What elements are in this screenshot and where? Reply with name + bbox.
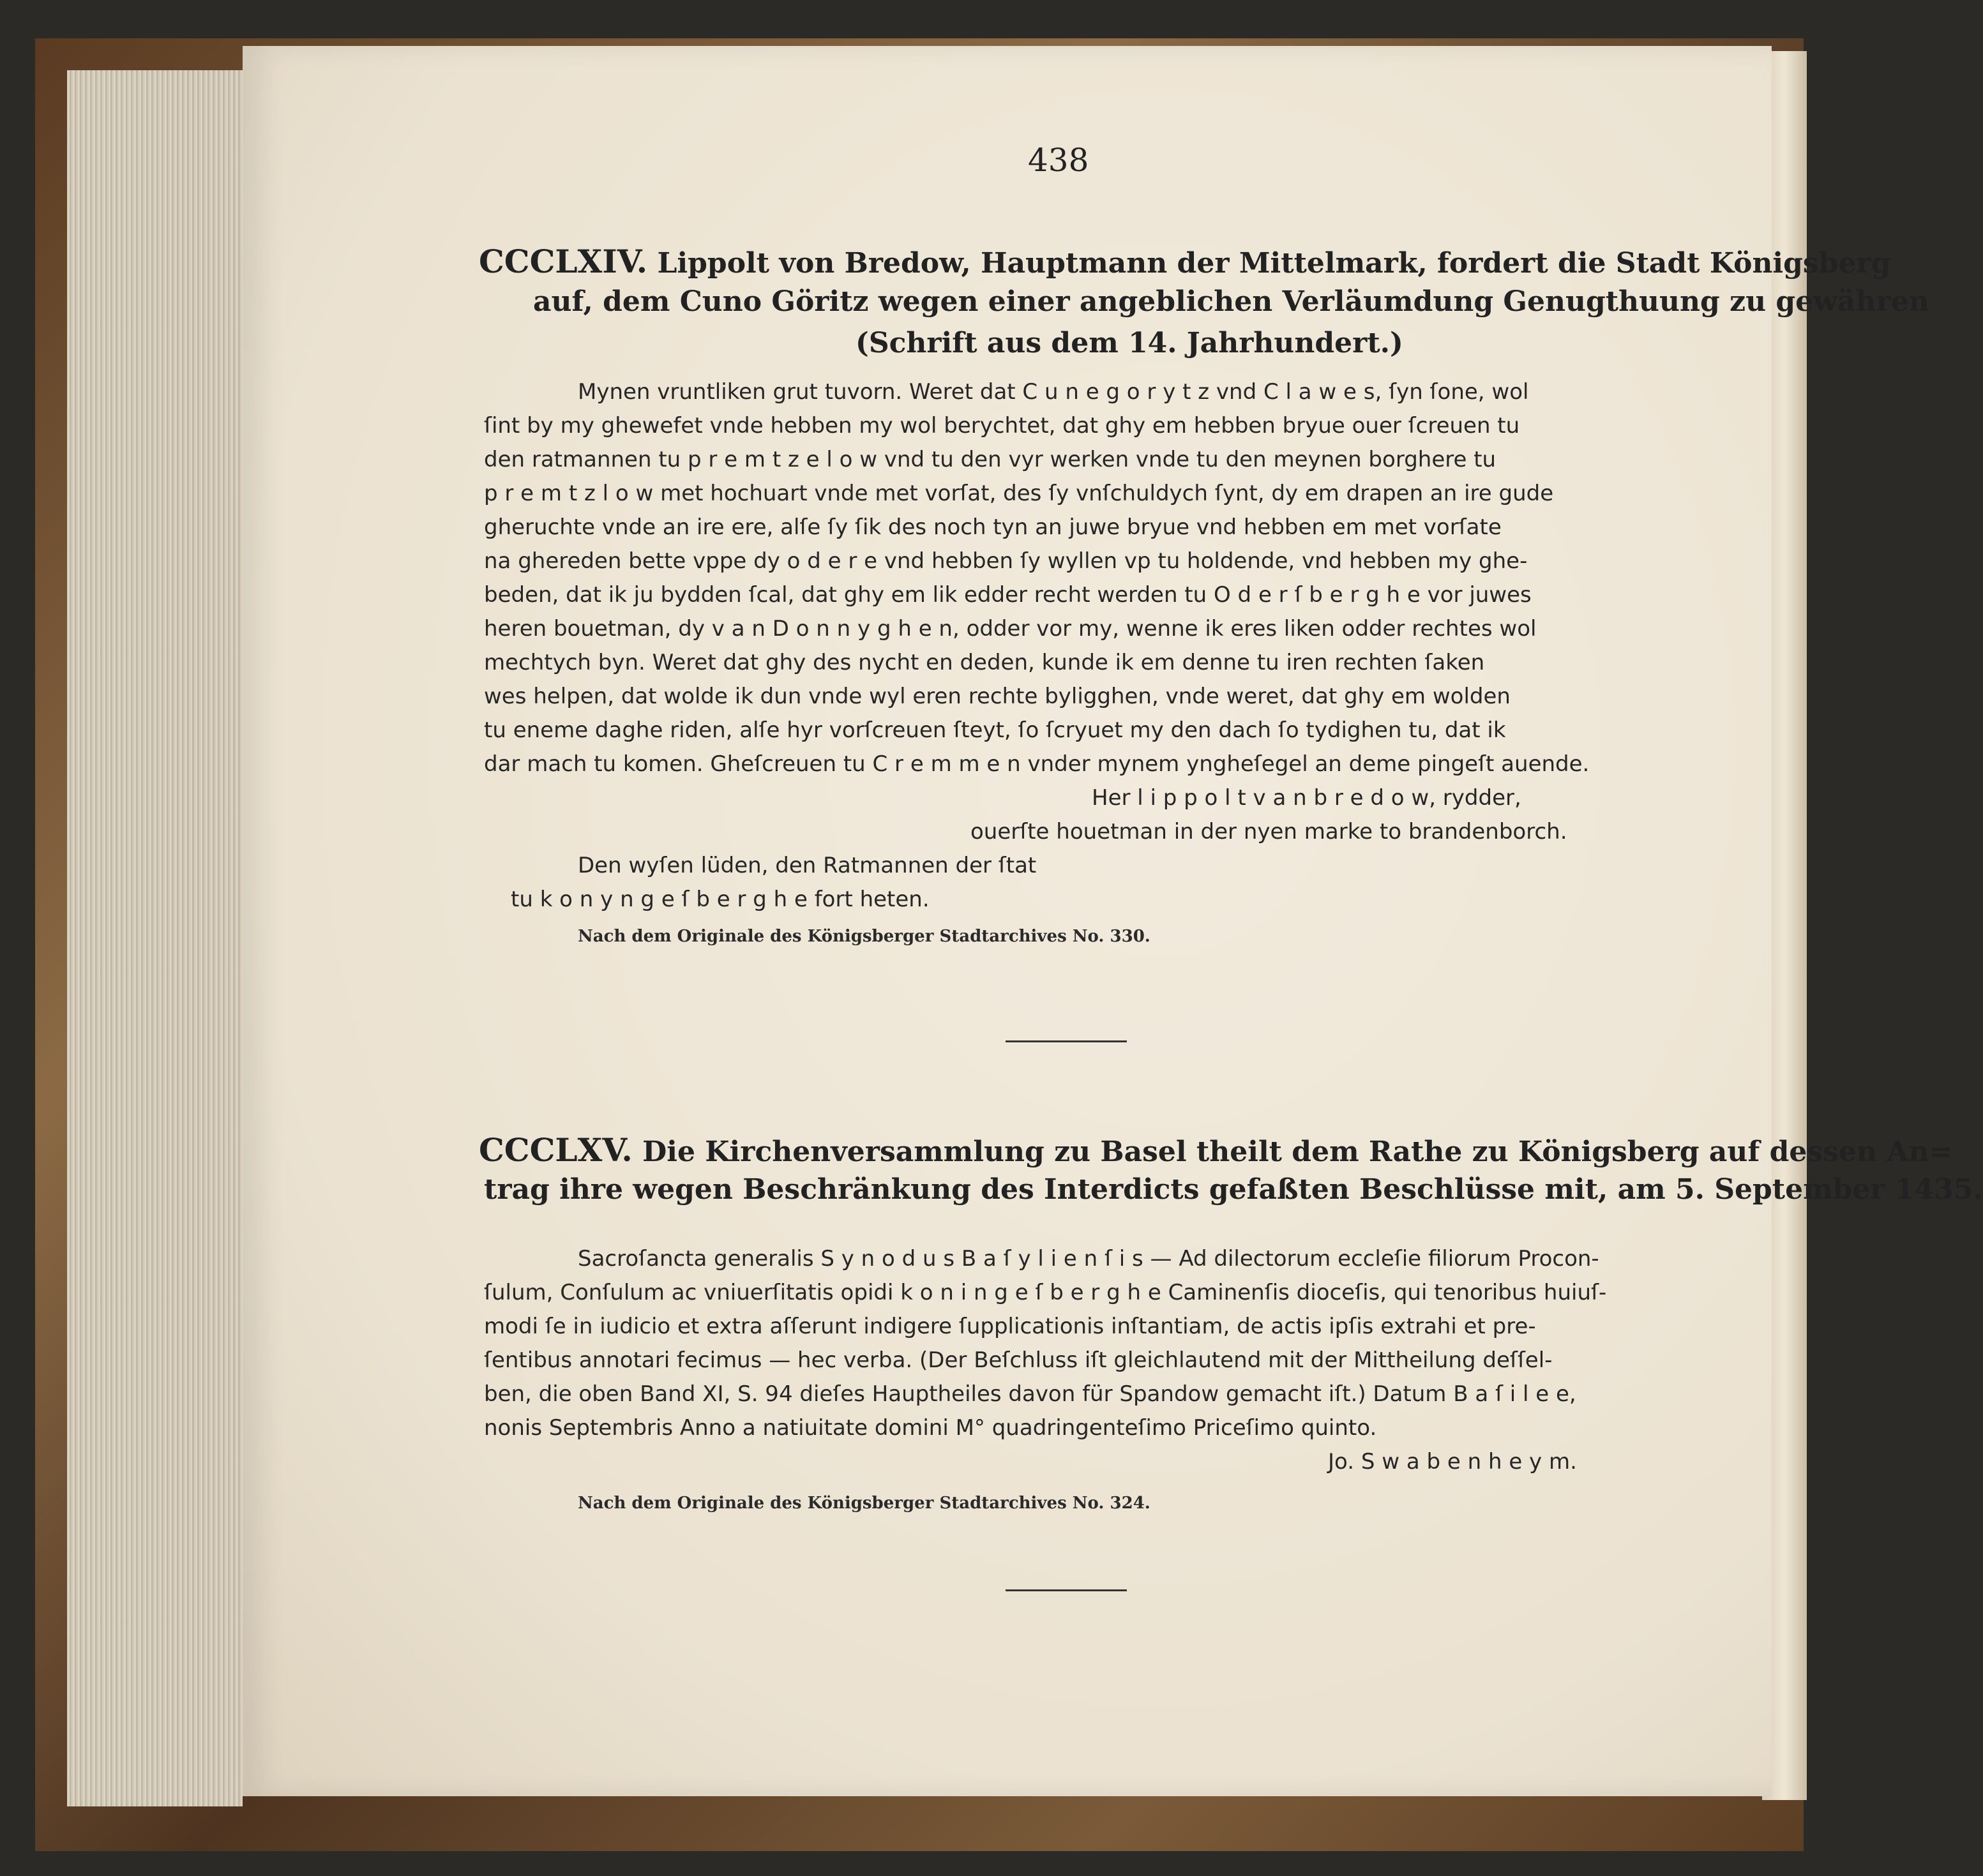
- section-divider-2: [1006, 1589, 1127, 1591]
- doc1-line-12: dar mach tu komen. Gheſcreuen tu C r e m m e n vnder mynem yngheſegel an deme pingeſt auende.: [484, 751, 1590, 777]
- page-number: 438: [1028, 142, 1089, 179]
- doc2-line-1: Sacroſancta generalis S y n o d u s B a ſ y l i e n ſ i s — Ad dilectorum eccleſie filiorum Procon-: [578, 1246, 1599, 1272]
- doc2-heading-line-2: trag ihre wegen Beschränkung des Interdicts gefaßten Beschlüsse mit, am 5. September 1435.: [484, 1173, 1983, 1206]
- doc2-heading-text-1: Die Kirchenversammlung zu Basel theilt dem Rathe zu Königsberg auf dessen An=: [642, 1136, 1953, 1168]
- doc1-heading-line-1: [479, 243, 1890, 280]
- doc1-line-7: beden, dat ik ju bydden ſcal, dat ghy em lik edder recht werden tu O d e r ſ b e r g h e vor juwes: [484, 582, 1532, 608]
- doc1-line-2: ſint by my ghewefet vnde hebben my wol berychtet, dat ghy em hebben bryue ouer ſcreuen tu: [484, 413, 1520, 439]
- doc1-heading-line-3: (Schrift aus dem 14. Jahrhundert.): [856, 327, 1403, 359]
- doc1-line-10: wes helpen, dat wolde ik dun vnde wyl eren rechte byligghen, vnde weret, dat ghy em wolden: [484, 684, 1511, 709]
- doc1-line-1: Mynen vruntliken grut tuvorn. Weret dat C u n e g o r y t z vnd C l a w e s, ſyn ſone, wol: [578, 379, 1529, 405]
- doc1-line-11: tu eneme daghe riden, alſe hyr vorſcreuen ſteyt, ſo ſcryuet my den dach ſo tydighen tu, dat ik: [484, 717, 1506, 743]
- page-stack-left: [67, 70, 243, 1806]
- doc1-line-3: den ratmannen tu p r e m t z e l o w vnd tu den vyr werken vnde tu den meynen borghere tu: [484, 447, 1497, 472]
- doc2-line-5: ben, die oben Band XI, S. 94 dieſes Hauptheiles davon für Spandow gemacht iſt.) Datum B a ſ i l e e,: [484, 1381, 1576, 1407]
- doc1-line-8: heren bouetman, dy v a n D o n n y g h e n, odder vor my, wenne ik eres liken odder rechtes wol: [484, 616, 1537, 642]
- doc1-line-4: p r e m t z l o w met hochuart vnde met vorſat, des ſy vnſchuldych ſynt, dy em drapen an ire gude: [484, 481, 1554, 506]
- doc2-number: CCCLXV.: [479, 1131, 633, 1169]
- doc1-source-note: Nach dem Originale des Königsberger Stadtarchives No. 330.: [578, 927, 1150, 946]
- doc1-line-5: gheruchte vnde an ire ere, alſe ſy ſik des noch tyn an juwe bryue vnd hebben em met vorſate: [484, 514, 1502, 540]
- doc1-line-6: na ghereden bette vppe dy o d e r e vnd hebben ſy wyllen vp tu holdende, vnd hebben my ghe-: [484, 548, 1528, 574]
- doc2-signature: Jo. S w a b e n h e y m.: [1328, 1449, 1577, 1475]
- doc2-line-6: nonis Septembris Anno a natiuitate domini M° quadringenteſimo Priceſimo quinto.: [484, 1415, 1377, 1441]
- doc1-address-1: Den wyſen lüden, den Ratmannen der ſtat: [578, 853, 1037, 878]
- doc1-address-2: tu k o n y n g e ſ b e r g h e fort heten.: [511, 887, 930, 912]
- book-page: [243, 46, 1983, 1796]
- doc1-number: CCCLXIV.: [479, 243, 648, 280]
- section-divider-1: [1006, 1040, 1127, 1042]
- doc1-signature-1: Her l i p p o l t v a n b r e d o w, rydder,: [1092, 785, 1521, 811]
- doc2-heading-line-1: [479, 1131, 1952, 1169]
- doc1-signature-2: ouerſte houetman in der nyen marke to brandenborch.: [970, 819, 1567, 844]
- doc1-line-9: mechtych byn. Weret dat ghy des nycht en deden, kunde ik em denne tu iren rechten ſaken: [484, 650, 1485, 675]
- doc2-line-3: modi ſe in iudicio et extra aſſerunt indigere ſupplicationis inſtantiam, de actis ipſis extrahi et pre-: [484, 1314, 1536, 1339]
- doc2-line-4: ſentibus annotari fecimus — hec verba. (Der Beſchluss iſt gleichlautend mit der Mittheilung deſſel-: [484, 1347, 1553, 1373]
- doc1-heading-line-2: auf, dem Cuno Göritz wegen einer angeblichen Verläumdung Genugthuung zu gewähren: [533, 285, 1929, 318]
- doc2-source-note: Nach dem Originale des Königsberger Stadtarchives No. 324.: [578, 1494, 1150, 1513]
- doc2-line-2: ſulum, Conſulum ac vniuerſitatis opidi k o n i n g e ſ b e r g h e Caminenſis dioceſis, qui tenoribus huiuſ-: [484, 1280, 1607, 1305]
- doc1-heading-text-1: Lippolt von Bredow, Hauptmann der Mittelmark, fordert die Stadt Königsberg: [657, 247, 1891, 280]
